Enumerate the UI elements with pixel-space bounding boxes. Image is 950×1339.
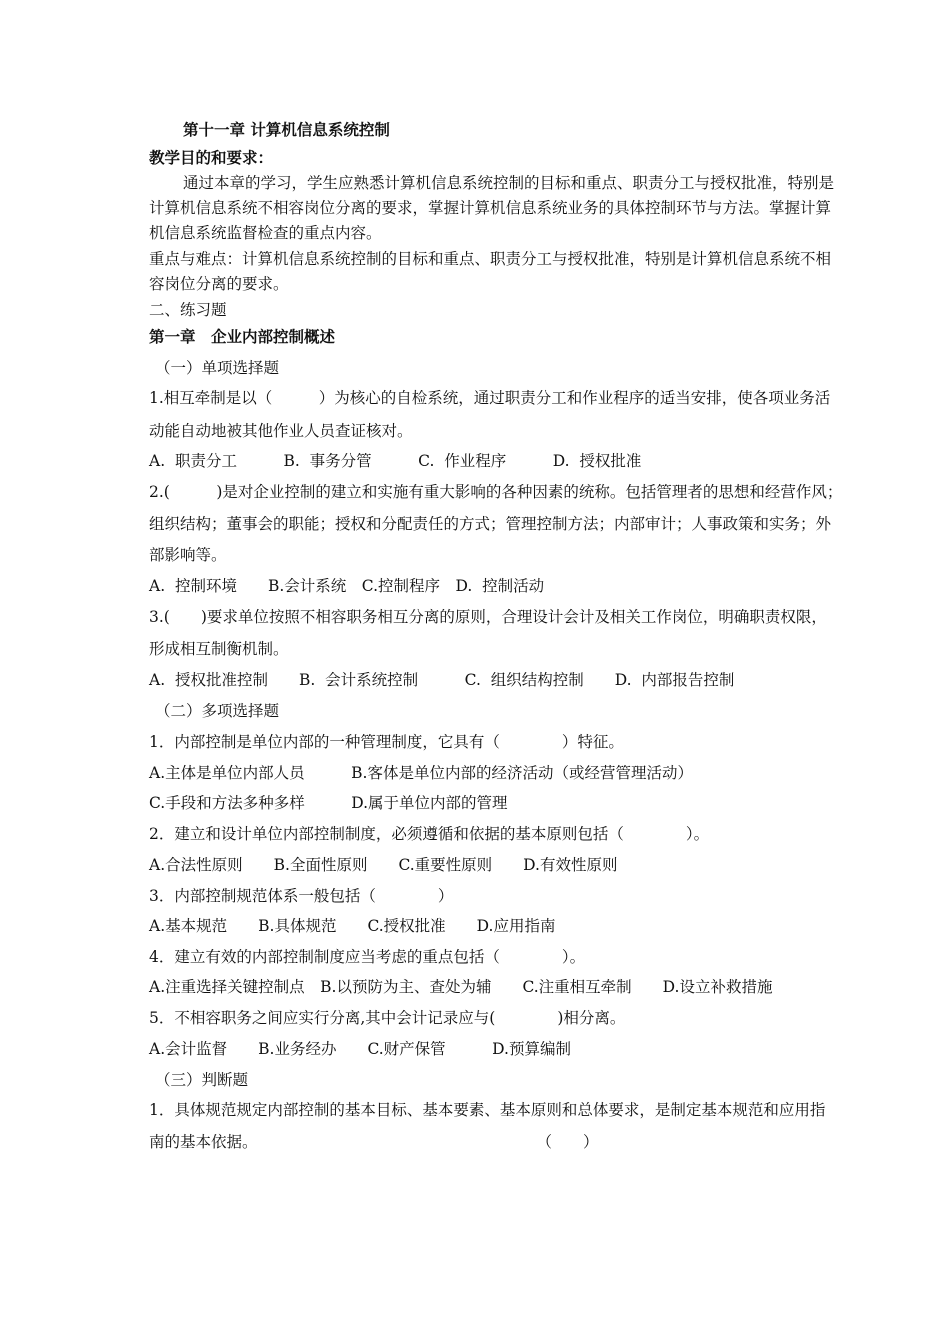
question-options: A. 职责分工 B. 事务分管 C. 作业程序 D. 授权批准 xyxy=(149,452,642,470)
question-options: A.注重选择关键控制点 B.以预防为主、查处为辅 C.注重相互牵制 D.设立补救措施 xyxy=(149,978,773,996)
question-options: A. 控制环境 B.会计系统 C.控制程序 D. 控制活动 xyxy=(149,577,545,595)
question-text: 形成相互制衡机制。 xyxy=(149,640,289,658)
key-points-line: 容岗位分离的要求。 xyxy=(149,275,289,293)
exercises-heading: 二、练习题 xyxy=(149,301,227,319)
question-text: 4．建立有效的内部控制制度应当考虑的重点包括（ ）。 xyxy=(149,948,586,966)
question-options: C.手段和方法多种多样 D.属于单位内部的管理 xyxy=(149,794,508,812)
question-text: 动能自动地被其他作业人员查证核对。 xyxy=(149,422,413,440)
objectives-heading: 教学目的和要求： xyxy=(149,149,274,167)
question-options: A. 授权批准控制 B. 会计系统控制 C. 组织结构控制 D. 内部报告控制 xyxy=(149,671,735,689)
question-text: 3．内部控制规范体系一般包括（ ） xyxy=(149,887,454,905)
single-choice-heading: （一）单项选择题 xyxy=(155,359,280,377)
objectives-line: 通过本章的学习，学生应熟悉计算机信息系统控制的目标和重点、职责分工与授权批准，特别是 xyxy=(183,174,835,192)
question-options: A.主体是单位内部人员 B.客体是单位内部的经济活动（或经营管理活动） xyxy=(149,764,693,782)
true-false-heading: （三）判断题 xyxy=(155,1071,249,1089)
question-text: 3.( )要求单位按照不相容职务相互分离的原则，合理设计会计及相关工作岗位，明确职责权限， xyxy=(149,608,827,626)
objectives-line: 机信息系统监督检查的重点内容。 xyxy=(149,224,382,242)
question-text: 1．具体规范规定内部控制的基本目标、基本要素、基本原则和总体要求，是制定基本规范和应用指 xyxy=(149,1101,826,1119)
question-text: 2．建立和设计单位内部控制制度，必须遵循和依据的基本原则包括（ ）。 xyxy=(149,825,710,843)
question-text: 5．不相容职务之间应实行分离,其中会计记录应与( )相分离。 xyxy=(149,1009,626,1027)
multiple-choice-heading: （二）多项选择题 xyxy=(155,702,280,720)
question-options: A.会计监督 B.业务经办 C.财产保管 D.预算编制 xyxy=(149,1040,571,1058)
key-points-line: 重点与难点：计算机信息系统控制的目标和重点、职责分工与授权批准，特别是计算机信息系统不相 xyxy=(149,250,832,268)
question-options: A.合法性原则 B.全面性原则 C.重要性原则 D.有效性原则 xyxy=(149,856,618,874)
question-options: A.基本规范 B.具体规范 C.授权批准 D.应用指南 xyxy=(149,917,556,935)
chapter-title: 第十一章 计算机信息系统控制 xyxy=(183,121,390,139)
chapter1-title: 第一章 企业内部控制概述 xyxy=(149,328,336,346)
question-text: 2.( )是对企业控制的建立和实施有重大影响的各种因素的统称。包括管理者的思想和经营作风； xyxy=(149,483,843,501)
question-text: 南的基本依据。 （ ） xyxy=(149,1133,599,1151)
objectives-line: 计算机信息系统不相容岗位分离的要求，掌握计算机信息系统业务的具体控制环节与方法。掌握计算 xyxy=(149,199,832,217)
question-text: 部影响等。 xyxy=(149,546,227,564)
question-text: 1．内部控制是单位内部的一种管理制度，它具有（ ）特征。 xyxy=(149,733,624,751)
question-text: 1.相互牵制是以（ ）为核心的自检系统，通过职责分工和作业程序的适当安排，使各项业务活 xyxy=(149,389,831,407)
question-text: 组织结构；董事会的职能；授权和分配责任的方式；管理控制方法；内部审计；人事政策和实务；外 xyxy=(149,515,832,533)
